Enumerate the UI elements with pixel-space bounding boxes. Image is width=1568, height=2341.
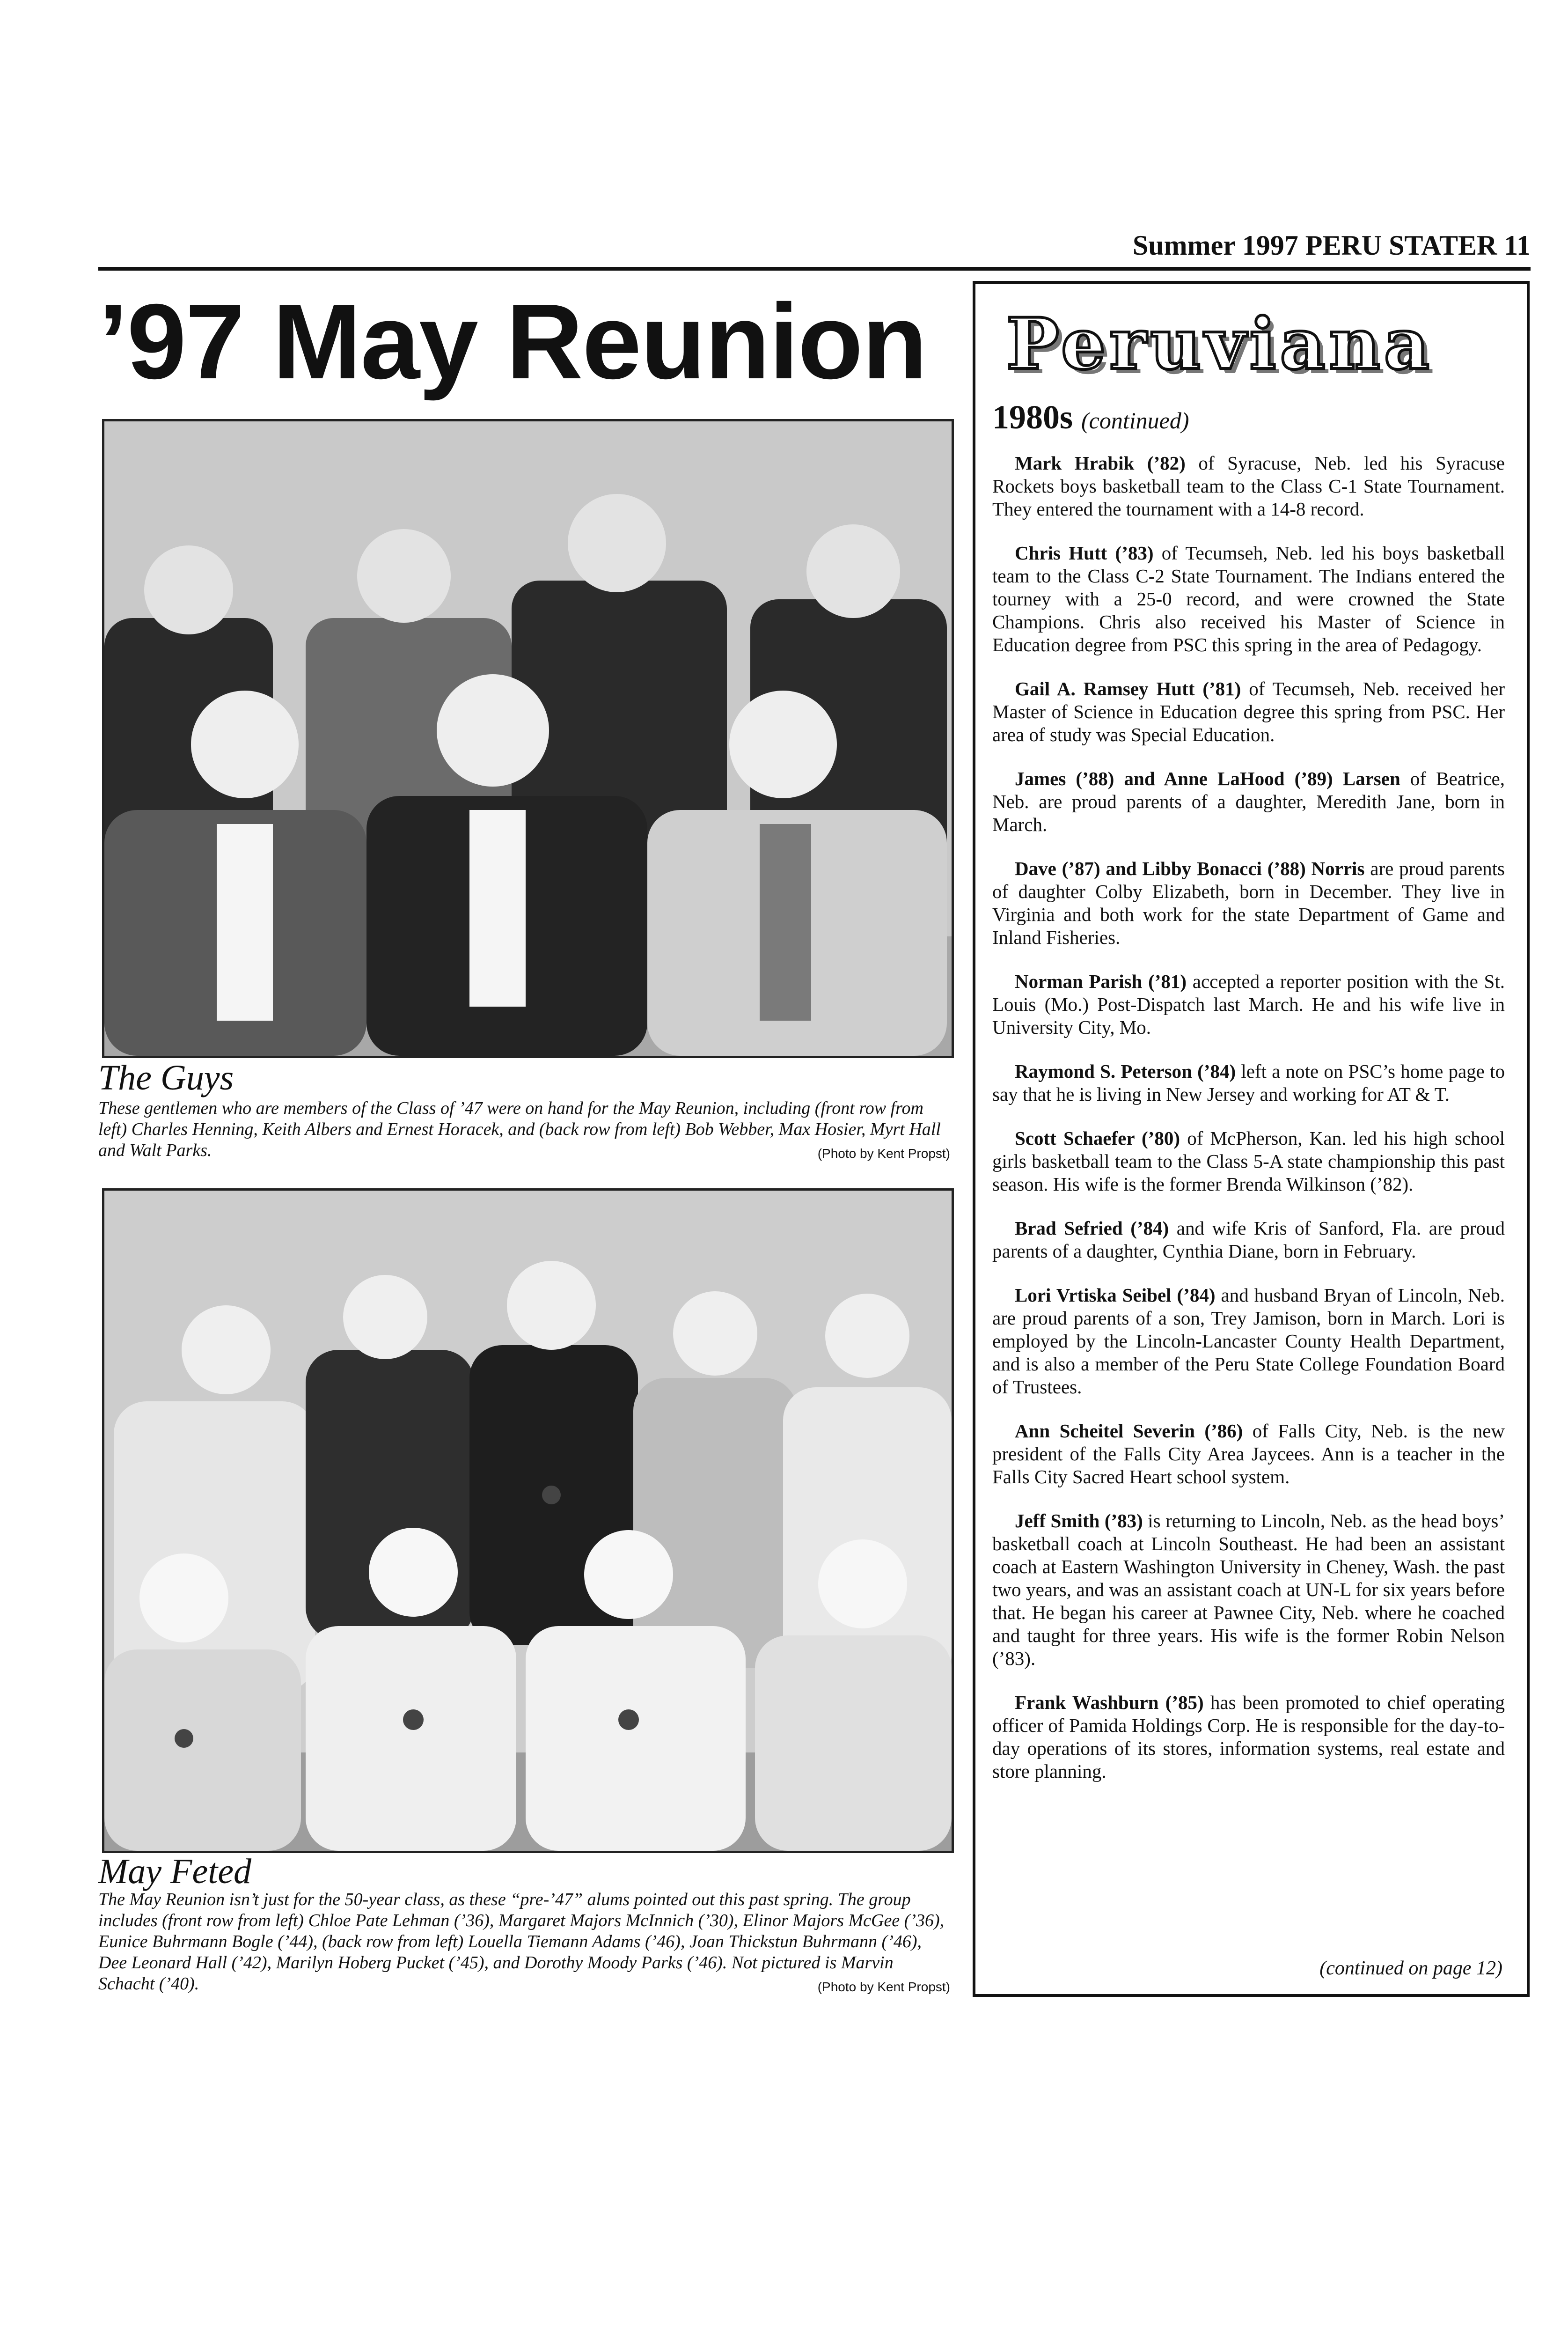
header-rule bbox=[98, 267, 1531, 271]
peruviana-masthead: Peruviana bbox=[1006, 303, 1433, 385]
alumni-text: of Falls City, Neb. is the new president of the Falls City Area Jaycees. Ann is a teacher in the Falls City Sacred Heart school system. bbox=[992, 1420, 1505, 1487]
photo-credit: (Photo by Kent Propst) bbox=[817, 1980, 950, 1994]
alumni-note bbox=[992, 452, 1505, 521]
alumni-note bbox=[992, 1060, 1505, 1106]
photo-men-illustration bbox=[104, 421, 952, 1056]
alumni-name: Raymond S. Peterson (’84) bbox=[1015, 1060, 1236, 1082]
alumni-note bbox=[992, 1420, 1505, 1488]
alumni-text: has been promoted to chief operating officer of Pamida Holdings Corp. He is responsible for the day-to-day operations of its stores, information systems, real estate and store planning. bbox=[992, 1692, 1505, 1782]
photo-women-illustration bbox=[104, 1191, 952, 1851]
alumni-text: are proud parents of daughter Colby Elizabeth, born in December. They live in Virginia and both work for the state Department of Game and Inland Fisheries. bbox=[992, 858, 1505, 948]
decade-heading bbox=[992, 398, 1507, 440]
alumni-text: of Tecumseh, Neb. received her Master of Science in Education degree this spring from PSC. Her area of study was Special Education. bbox=[992, 678, 1505, 745]
alumni-text: accepted a reporter position with the St. Louis (Mo.) Post-Dispatch last March. He and his wife live in University City, Mo. bbox=[992, 971, 1505, 1038]
caption-body: The May Reunion isn’t just for the 50-year class, as these “pre-’47” alums pointed out this past spring. The group includes (front row from left) Chloe Pate Lehman (’36), Margaret Majors McInnich (’30), Elinor Majors McGee (’36), Eunice Buhrmann Bogle (’44), (back row from left) Louella Tiemann Adams (’46), Joan Thickstun Buhrmann (’46), Dee Leonard Hall (’42), Marilyn Hoberg Pucket (’45), and Dorothy Moody Parks (’46). Not pictured is Marvin Schacht (’40). bbox=[98, 1890, 945, 1994]
caption-body: These gentlemen who are members of the Class of ’47 were on hand for the May Reunion, including (front row from left) Charles Henning, Keith Albers and Ernest Horacek, and (back row from left) Bob Webber, Max Hosier, Myrt Hall and Walt Parks. bbox=[98, 1098, 941, 1160]
photo-the-guys bbox=[102, 419, 954, 1058]
alumni-name: Lori Vrtiska Seibel (’84) bbox=[1015, 1284, 1216, 1306]
alumni-text: of Syracuse, Neb. led his Syracuse Rockets boys basketball team to the Class C-1 State Tournament. They entered the tournament with a 14-8 record. bbox=[992, 452, 1505, 520]
alumni-text: and husband Bryan of Lincoln, Neb. are proud parents of a son, Trey Jamison, born in March. Lori is employed by the Lincoln-Lancaster County Health Department, and is also a member of the Peru State College Foundation Board of Trustees. bbox=[992, 1284, 1505, 1398]
alumni-name: Jeff Smith (’83) bbox=[1015, 1510, 1143, 1531]
alumni-name: James (’88) and Anne LaHood (’89) Larsen bbox=[1015, 768, 1400, 789]
alumni-name: Gail A. Ramsey Hutt (’81) bbox=[1015, 678, 1241, 699]
alumni-note bbox=[992, 1691, 1505, 1783]
alumni-notes bbox=[992, 452, 1505, 1950]
alumni-text: of Beatrice, Neb. are proud parents of a daughter, Meredith Jane, born in March. bbox=[992, 768, 1505, 835]
alumni-name: Norman Parish (’81) bbox=[1015, 971, 1187, 992]
caption-title-may-feted: May Feted bbox=[98, 1852, 252, 1891]
photo-may-feted bbox=[102, 1188, 954, 1853]
alumni-note bbox=[992, 1217, 1505, 1263]
alumni-name: Scott Schaefer (’80) bbox=[1015, 1127, 1180, 1149]
alumni-name: Chris Hutt (’83) bbox=[1015, 542, 1154, 564]
alumni-note bbox=[992, 1127, 1505, 1196]
caption-the-guys bbox=[98, 1098, 950, 1187]
alumni-name: Mark Hrabik (’82) bbox=[1015, 452, 1186, 474]
alumni-text: and wife Kris of Sanford, Fla. are proud parents of a daughter, Cynthia Diane, born in February. bbox=[992, 1217, 1505, 1262]
alumni-text: of McPherson, Kan. led his high school girls basketball team to the Class 5-A state championship this past season. His wife is the former Brenda Wilkinson (’82). bbox=[992, 1127, 1505, 1195]
alumni-text: of Tecumseh, Neb. led his boys basketball team to the Class C-2 State Tournament. The Indians entered the tourney with a 25-0 record, and were crowned the State Champions. Chris also received his Master of Science in Education degree from PSC this spring in the area of Pedagogy. bbox=[992, 542, 1505, 655]
alumni-name: Brad Sefried (’84) bbox=[1015, 1217, 1169, 1239]
alumni-note bbox=[992, 767, 1505, 836]
alumni-note bbox=[992, 677, 1505, 746]
alumni-note bbox=[992, 857, 1505, 949]
alumni-note bbox=[992, 1509, 1505, 1670]
decade-label: 1980s bbox=[992, 398, 1073, 436]
alumni-note bbox=[992, 970, 1505, 1039]
alumni-name: Dave (’87) and Libby Bonacci (’88) Norris bbox=[1015, 858, 1365, 879]
alumni-note bbox=[992, 1284, 1505, 1399]
photo-credit: (Photo by Kent Propst) bbox=[817, 1146, 950, 1161]
decade-note: (continued) bbox=[1081, 407, 1189, 434]
running-head: Summer 1997 PERU STATER 11 bbox=[1132, 230, 1531, 261]
alumni-name: Frank Washburn (’85) bbox=[1015, 1692, 1204, 1713]
continued-note: (continued on page 12) bbox=[1319, 1958, 1502, 1979]
page-header bbox=[98, 220, 1531, 265]
caption-may-feted bbox=[98, 1889, 950, 2002]
alumni-note bbox=[992, 542, 1505, 656]
alumni-text: is returning to Lincoln, Neb. as the head boys’ basketball coach at Lincoln Southeast. He had been an assistant coach at Eastern Washington University in Cheney, Wash. the past two years, and was an assistant coach at UN-L for six years before that. He began his career at Pawnee City, Neb. where he coached and taught for three years. His wife is the former Robin Nelson (’83). bbox=[992, 1510, 1505, 1669]
alumni-name: Ann Scheitel Severin (’86) bbox=[1015, 1420, 1243, 1442]
headline: ’97 May Reunion bbox=[98, 282, 927, 401]
caption-title-the-guys: The Guys bbox=[98, 1058, 234, 1097]
alumni-text: left a note on PSC’s home page to say that he is living in New Jersey and working for AT & T. bbox=[992, 1060, 1505, 1105]
